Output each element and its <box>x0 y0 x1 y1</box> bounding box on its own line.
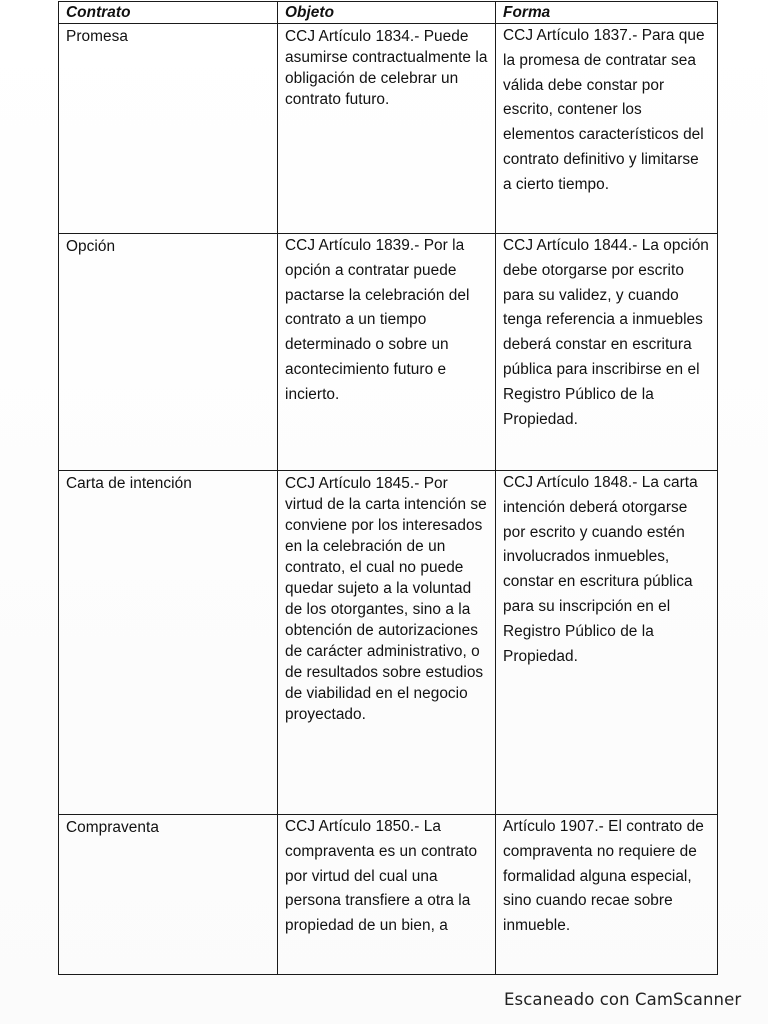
header-objeto: Objeto <box>278 2 496 24</box>
cell-forma: Artículo 1907.- El contrato de compraventa no requiere de formalidad alguna especial, sino cuando recae sobre inmueble. <box>496 815 718 975</box>
table-row-carta-de-intencion <box>59 471 718 815</box>
table-row-compraventa <box>59 815 718 975</box>
cell-contrato: Opción <box>59 234 278 471</box>
camscanner-watermark: Escaneado con CamScanner <box>504 990 742 1009</box>
header-forma: Forma <box>496 2 718 24</box>
cell-objeto: CCJ Artículo 1839.- Por la opción a contratar puede pactarse la celebración del contrato a un tiempo determinado o sobre un acontecimiento futuro e incierto. <box>278 234 496 471</box>
cell-forma: CCJ Artículo 1844.- La opción debe otorgarse por escrito para su validez, y cuando tenga referencia a inmuebles deberá constar en escritura pública para inscribirse en el Registro Público de la Propiedad. <box>496 234 718 471</box>
table-header-row <box>59 2 718 24</box>
cell-objeto: CCJ Artículo 1834.- Puede asumirse contractualmente la obligación de celebrar un contrato futuro. <box>278 24 496 234</box>
cell-forma: CCJ Artículo 1837.- Para que la promesa de contratar sea válida debe constar por escrito, contener los elementos característicos del contrato definitivo y limitarse a cierto tiempo. <box>496 24 718 234</box>
table-row-promesa <box>59 24 718 234</box>
table-row-opcion <box>59 234 718 471</box>
header-contrato: Contrato <box>59 2 278 24</box>
cell-forma: CCJ Artículo 1848.- La carta intención deberá otorgarse por escrito y cuando estén involucrados inmuebles, constar en escritura pública para su inscripción en el Registro Público de la Propiedad. <box>496 471 718 815</box>
contracts-table <box>58 1 718 975</box>
cell-objeto: CCJ Artículo 1845.- Por virtud de la carta intención se conviene por los interesados en la celebración de un contrato, el cual no puede quedar sujeto a la voluntad de los otorgantes, sino a la obtención de autorizaciones de carácter administrativo, o de resultados sobre estudios de viabilidad en el negocio proyectado. <box>278 471 496 815</box>
cell-contrato: Carta de intención <box>59 471 278 815</box>
cell-objeto: CCJ Artículo 1850.- La compraventa es un contrato por virtud del cual una persona transfiere a otra la propiedad de un bien, a <box>278 815 496 975</box>
cell-contrato: Compraventa <box>59 815 278 975</box>
cell-contrato: Promesa <box>59 24 278 234</box>
